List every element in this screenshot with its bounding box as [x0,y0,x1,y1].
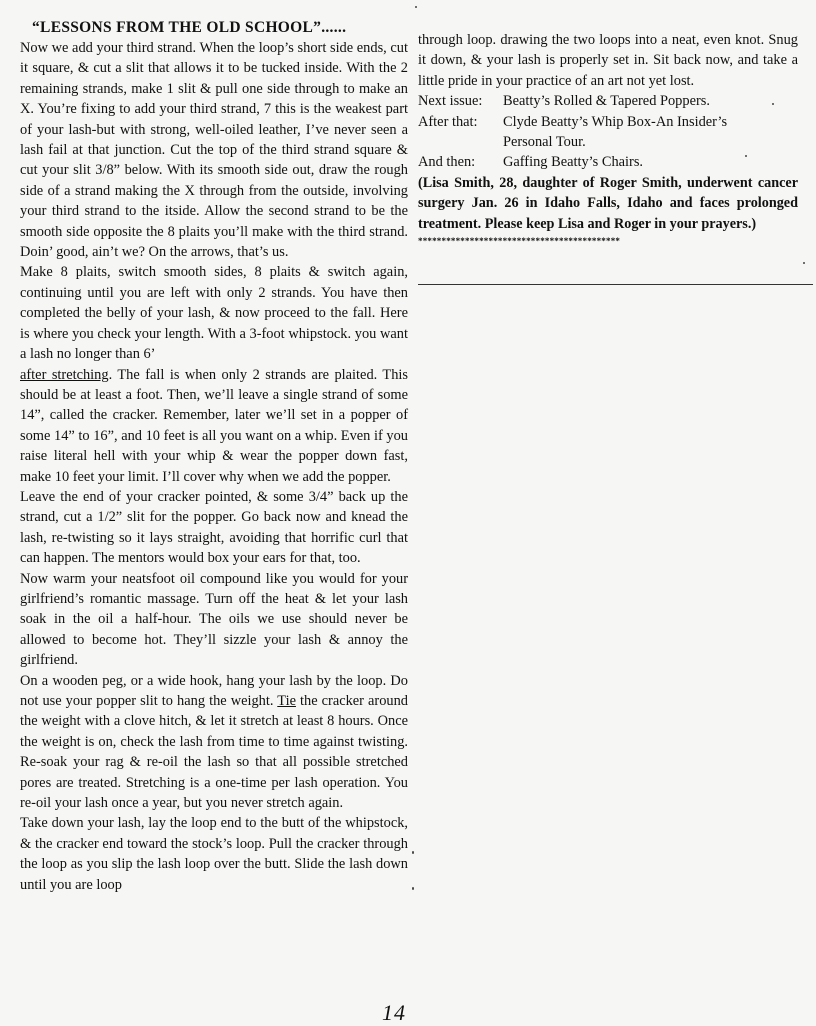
and-then-label: And then: [418,154,476,171]
right-column [418,30,798,246]
after-that-value-continued: Personal Tour. [503,134,586,151]
paragraph-takedown: Take down your lash, lay the loop end to the butt of the whipstock, & the cracker end toward the stock’s loop. Pull the cracker through the loop as you slip the lash loop over the butt. Slide the lash down until you are loop [20,815,408,893]
page-number: 14 [382,1000,406,1025]
after-that-value: Clyde Beatty’s Whip Box-An Insider’s [503,113,728,130]
left-column [20,18,408,895]
scan-speck [745,155,747,157]
prayer-note: (Lisa Smith, 28, daughter of Roger Smith, underwent cancer surgery Jan. 26 in Idaho Falls, Idaho and faces prolonged treatment. Please keep Lisa and Roger in your prayers.) [418,174,798,232]
paragraph-plaits: Make 8 plaits, switch smooth sides, 8 plaits & switch again, continuing until you are left with only 2 strands. You have then completed the belly of your lash, & now proceed to the fall. Here is where you check your length. With a 3-foot whipstock. you want a lash no longer than 6’ [20,264,408,363]
after-that-row [418,112,798,132]
next-issue-label: Next issue: [418,93,483,110]
next-issue-row [418,91,798,111]
paragraph-popper: Leave the end of your cracker pointed, & some 3/4” back up the strand, cut a 1/2” slit for the popper. Go back now and knead the lash, re-twisting so it lays straight, avoiding that horrific curl that can happen. The mentors would box your ears for that, too. [20,488,408,567]
fall-text: . The fall is when only 2 strands are plaited. This should be at least a foot. Then, we’ll leave a single strand of some 14”, called the cracker. Remember, later we’ll set in a popper of some 14” to 16”, and 10 feet is all you want on a whip. Even if you raise literal hell with your whip & wear the popper down fast, make 10 feet your limit. I’ll cover why when we add the popper. [20,366,409,485]
paragraph-fall [20,365,408,487]
and-then-row [418,152,798,172]
scan-speck [772,103,774,105]
paragraph-oil: Now warm your neatsfoot oil compound like you would for your girlfriend’s romantic massage. Turn off the heat & let your lash soak in the oil a half-hour. The oils we use should never be allowed to become hot. They’ll sizzle your lash & annoy the girlfriend. [20,570,408,669]
scan-speck [803,262,805,264]
article-title: “LESSONS FROM THE OLD SCHOOL”...... [32,19,347,36]
scan-speck [415,6,417,8]
peg-text-end: the cracker around the weight with a clove hitch, & let it stretch at least 8 hours. Once the weight is on, check the lash from time to time against twisting. Re-soak your rag & re-oil the lash so that all possible stretched pores are treated. Stretching is a one-time per lash operation. You re-oil your lash once a year, but you never stretch again. [20,693,408,812]
next-issue-value: Beatty’s Rolled & Tapered Poppers. [503,93,710,110]
horizontal-rule [418,284,813,285]
peg-text-start: On a wooden peg, or a wide hook, hang your lash by the loop. Do not use your popper slit to hang the weight. [20,672,408,709]
and-then-value: Gaffing Beatty’s Chairs. [503,154,644,171]
paragraph-peg [20,671,408,814]
paragraph-continuation: through loop. drawing the two loops into a neat, even knot. Snug it down, & your lash is properly set in. Sit back now, and take a little pride in your practice of an art not yet lost. [418,32,798,89]
after-that-label: After that: [418,113,478,130]
star-divider: ******************************************* [418,236,621,247]
scan-speck [412,887,414,890]
scan-speck [412,851,414,854]
paragraph-third-strand: Now we add your third strand. When the loop’s short side ends, cut it square, & cut a slit that allows it to be tucked inside. With the 2 remaining strands, make 1 slit & pull one side through to make an X. You’re fixing to add your third strand, 7 this is the weakest part of your lash-but with strong, well-oiled leather, I’ve never seen a lash fail at that junction. Cut the top of the third strand square & cut your slit 3/8” below. With its smooth side out, draw the rough side of a strand making the X through from the outside, involving your third strand to the itside. Allow the second strand to be the smooth side opposite the 8 plaits you’ll make with the third strand. Doin’ good, ain’t we? On the arrows, that’s us. [20,40,408,261]
tie-word: Tie [277,693,296,709]
after-stretching-text: after stretching [20,366,109,383]
